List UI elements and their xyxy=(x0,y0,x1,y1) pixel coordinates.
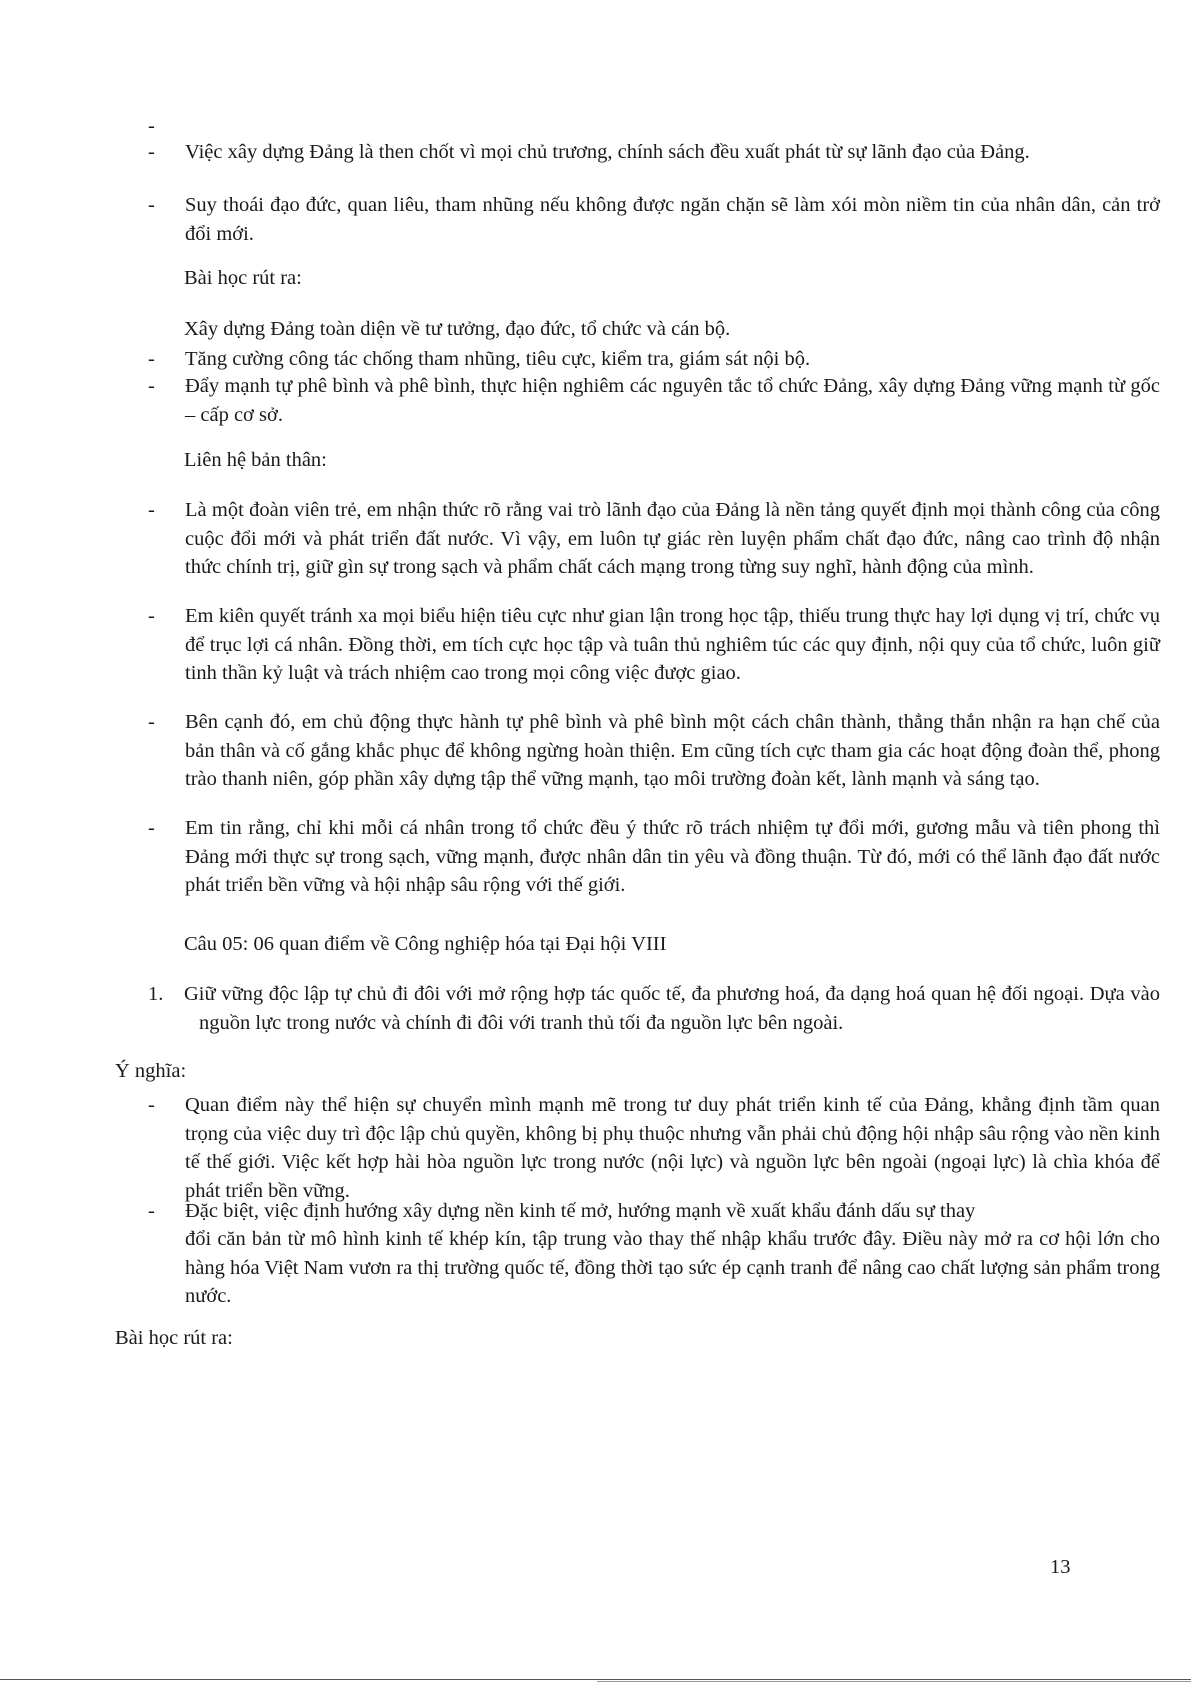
list-item-text: Em kiên quyết tránh xa mọi biểu hiện tiêu cực như gian lận trong học tập, thiếu trung thực hay lợi dụng vị trí, chức vụ để trục lợi cá nhân. Đồng thời, em tích cực học tập và tuân thủ nghiêm túc các quy định, nội quy của tổ chức, luôn giữ tinh thần kỷ luật và trách nhiệm cao trong mọi công việc được giao. xyxy=(185,605,1160,684)
list-item-text: Việc xây dựng Đảng là then chốt vì mọi chủ trương, chính sách đều xuất phát từ sự lãnh đạo của Đảng. xyxy=(185,141,1030,163)
bullet-dash: - xyxy=(148,141,155,163)
list-item-text: đổi căn bản từ mô hình kinh tế khép kín, tập trung vào thay thế nhập khẩu trước đây. Điều này mở ra cơ hội lớn cho hàng hóa Việt Nam vươn ra thị trường quốc tế, đồng thời tạo sức ép cạnh tranh để nâng cao chất lượng sản phẩm trong nước. xyxy=(185,1228,1160,1307)
bullet-dash: - xyxy=(148,499,155,521)
list-item-text: Suy thoái đạo đức, quan liêu, tham nhũng nếu không được ngăn chặn sẽ làm xói mòn niềm tin của nhân dân, cản trở đổi mới. xyxy=(185,194,1160,245)
section-heading-self: Liên hệ bản thân: xyxy=(184,449,327,471)
list-item xyxy=(148,602,1160,716)
list-item xyxy=(148,1197,1160,1311)
bullet-dash: - xyxy=(148,1094,155,1116)
list-item xyxy=(148,345,1160,373)
list-item xyxy=(148,496,1160,610)
list-item xyxy=(148,138,1160,194)
list-item-text: Em tin rằng, chỉ khi mỗi cá nhân trong tổ chức đều ý thức rõ trách nhiệm tự đổi mới, gương mẫu và tiên phong thì Đảng mới thực sự trong sạch, vững mạnh, được nhân dân tin yêu và đồng thuận. Từ đó, mới có thể lãnh đạo đất nước phát triển bền vững và hội nhập sâu rộng với thế giới. xyxy=(185,817,1160,896)
list-item xyxy=(148,814,1160,900)
page-number: 13 xyxy=(1050,1556,1071,1578)
list-item-text: Là một đoàn viên trẻ, em nhận thức rõ rằng vai trò lãnh đạo của Đảng là nền tảng quyết định mọi thành công của công cuộc đổi mới và phát triển đất nước. Vì vậy, em luôn tự giác rèn luyện phẩm chất đạo đức, nâng cao trình độ nhận thức chính trị, giữ gìn sự trong sạch và phẩm chất cách mạng trong từng suy nghĩ, hành động của mình. xyxy=(185,499,1160,578)
numbered-item-text: Giữ vững độc lập tự chủ đi đôi với mở rộng hợp tác quốc tế, đa phương hoá, đa dạng hoá quan hệ đối ngoại. Dựa vào nguồn lực trong nước và chính đi đôi với tranh thủ tối đa nguồn lực bên ngoài. xyxy=(184,983,1160,1034)
bullet-dash: - xyxy=(148,711,155,733)
bullet-dash: - xyxy=(148,194,155,216)
bullet-dash: - xyxy=(148,375,155,397)
bullet-dash: - xyxy=(148,1200,155,1222)
bullet-dash: - xyxy=(148,817,155,839)
list-item-text: Bên cạnh đó, em chủ động thực hành tự phê bình và phê bình một cách chân thành, thẳng thắn nhận ra hạn chế của bản thân và cố gắng khắc phục để không ngừng hoàn thiện. Em cũng tích cực tham gia các hoạt động đoàn thể, phong trào thanh niên, góp phần xây dựng tập thể vững mạnh, tạo môi trường đoàn kết, lành mạnh và sáng tạo. xyxy=(185,711,1160,790)
item-number: 1. xyxy=(148,983,164,1005)
section-heading-lesson: Bài học rút ra: xyxy=(115,1327,233,1349)
list-item-text: Đẩy mạnh tự phê bình và phê bình, thực hiện nghiêm các nguyên tắc tổ chức Đảng, xây dựng Đảng vững mạnh từ gốc – cấp cơ sở. xyxy=(185,375,1160,426)
bullet-dash: - xyxy=(148,605,155,627)
section-heading-lesson: Bài học rút ra: xyxy=(184,267,302,289)
footer-divider-secondary xyxy=(597,1681,1191,1682)
empty-bullet: - xyxy=(148,115,155,137)
list-item xyxy=(148,372,1160,428)
footer-divider xyxy=(0,1679,1191,1680)
list-item xyxy=(148,191,1160,247)
paragraph: Xây dựng Đảng toàn diện về tư tưởng, đạo đức, tổ chức và cán bộ. xyxy=(184,318,731,340)
question-heading: Câu 05: 06 quan điểm về Công nghiệp hóa tại Đại hội VIII xyxy=(184,933,667,955)
list-item xyxy=(148,1091,1160,1205)
section-heading-meaning: Ý nghĩa: xyxy=(115,1060,187,1082)
numbered-item xyxy=(148,980,1160,1038)
list-item-text: Tăng cường công tác chống tham nhũng, tiêu cực, kiểm tra, giám sát nội bộ. xyxy=(185,348,811,370)
list-item xyxy=(148,708,1160,822)
bullet-dash: - xyxy=(148,348,155,370)
list-item-text-line1: Đặc biệt, việc định hướng xây dựng nền kinh tế mở, hướng mạnh về xuất khẩu đánh dấu sự thay xyxy=(185,1200,976,1222)
list-item-text: Quan điểm này thể hiện sự chuyển mình mạnh mẽ trong tư duy phát triển kinh tế của Đảng, khẳng định tầm quan trọng của việc duy trì độc lập chủ quyền, không bị phụ thuộc nhưng vẫn phải chủ động hội nhập sâu rộng vào nền kinh tế thế giới. Việc kết hợp hài hòa nguồn lực trong nước (nội lực) và nguồn lực bên ngoài (ngoại lực) là chìa khóa để phát triển bền vững. xyxy=(185,1094,1160,1202)
